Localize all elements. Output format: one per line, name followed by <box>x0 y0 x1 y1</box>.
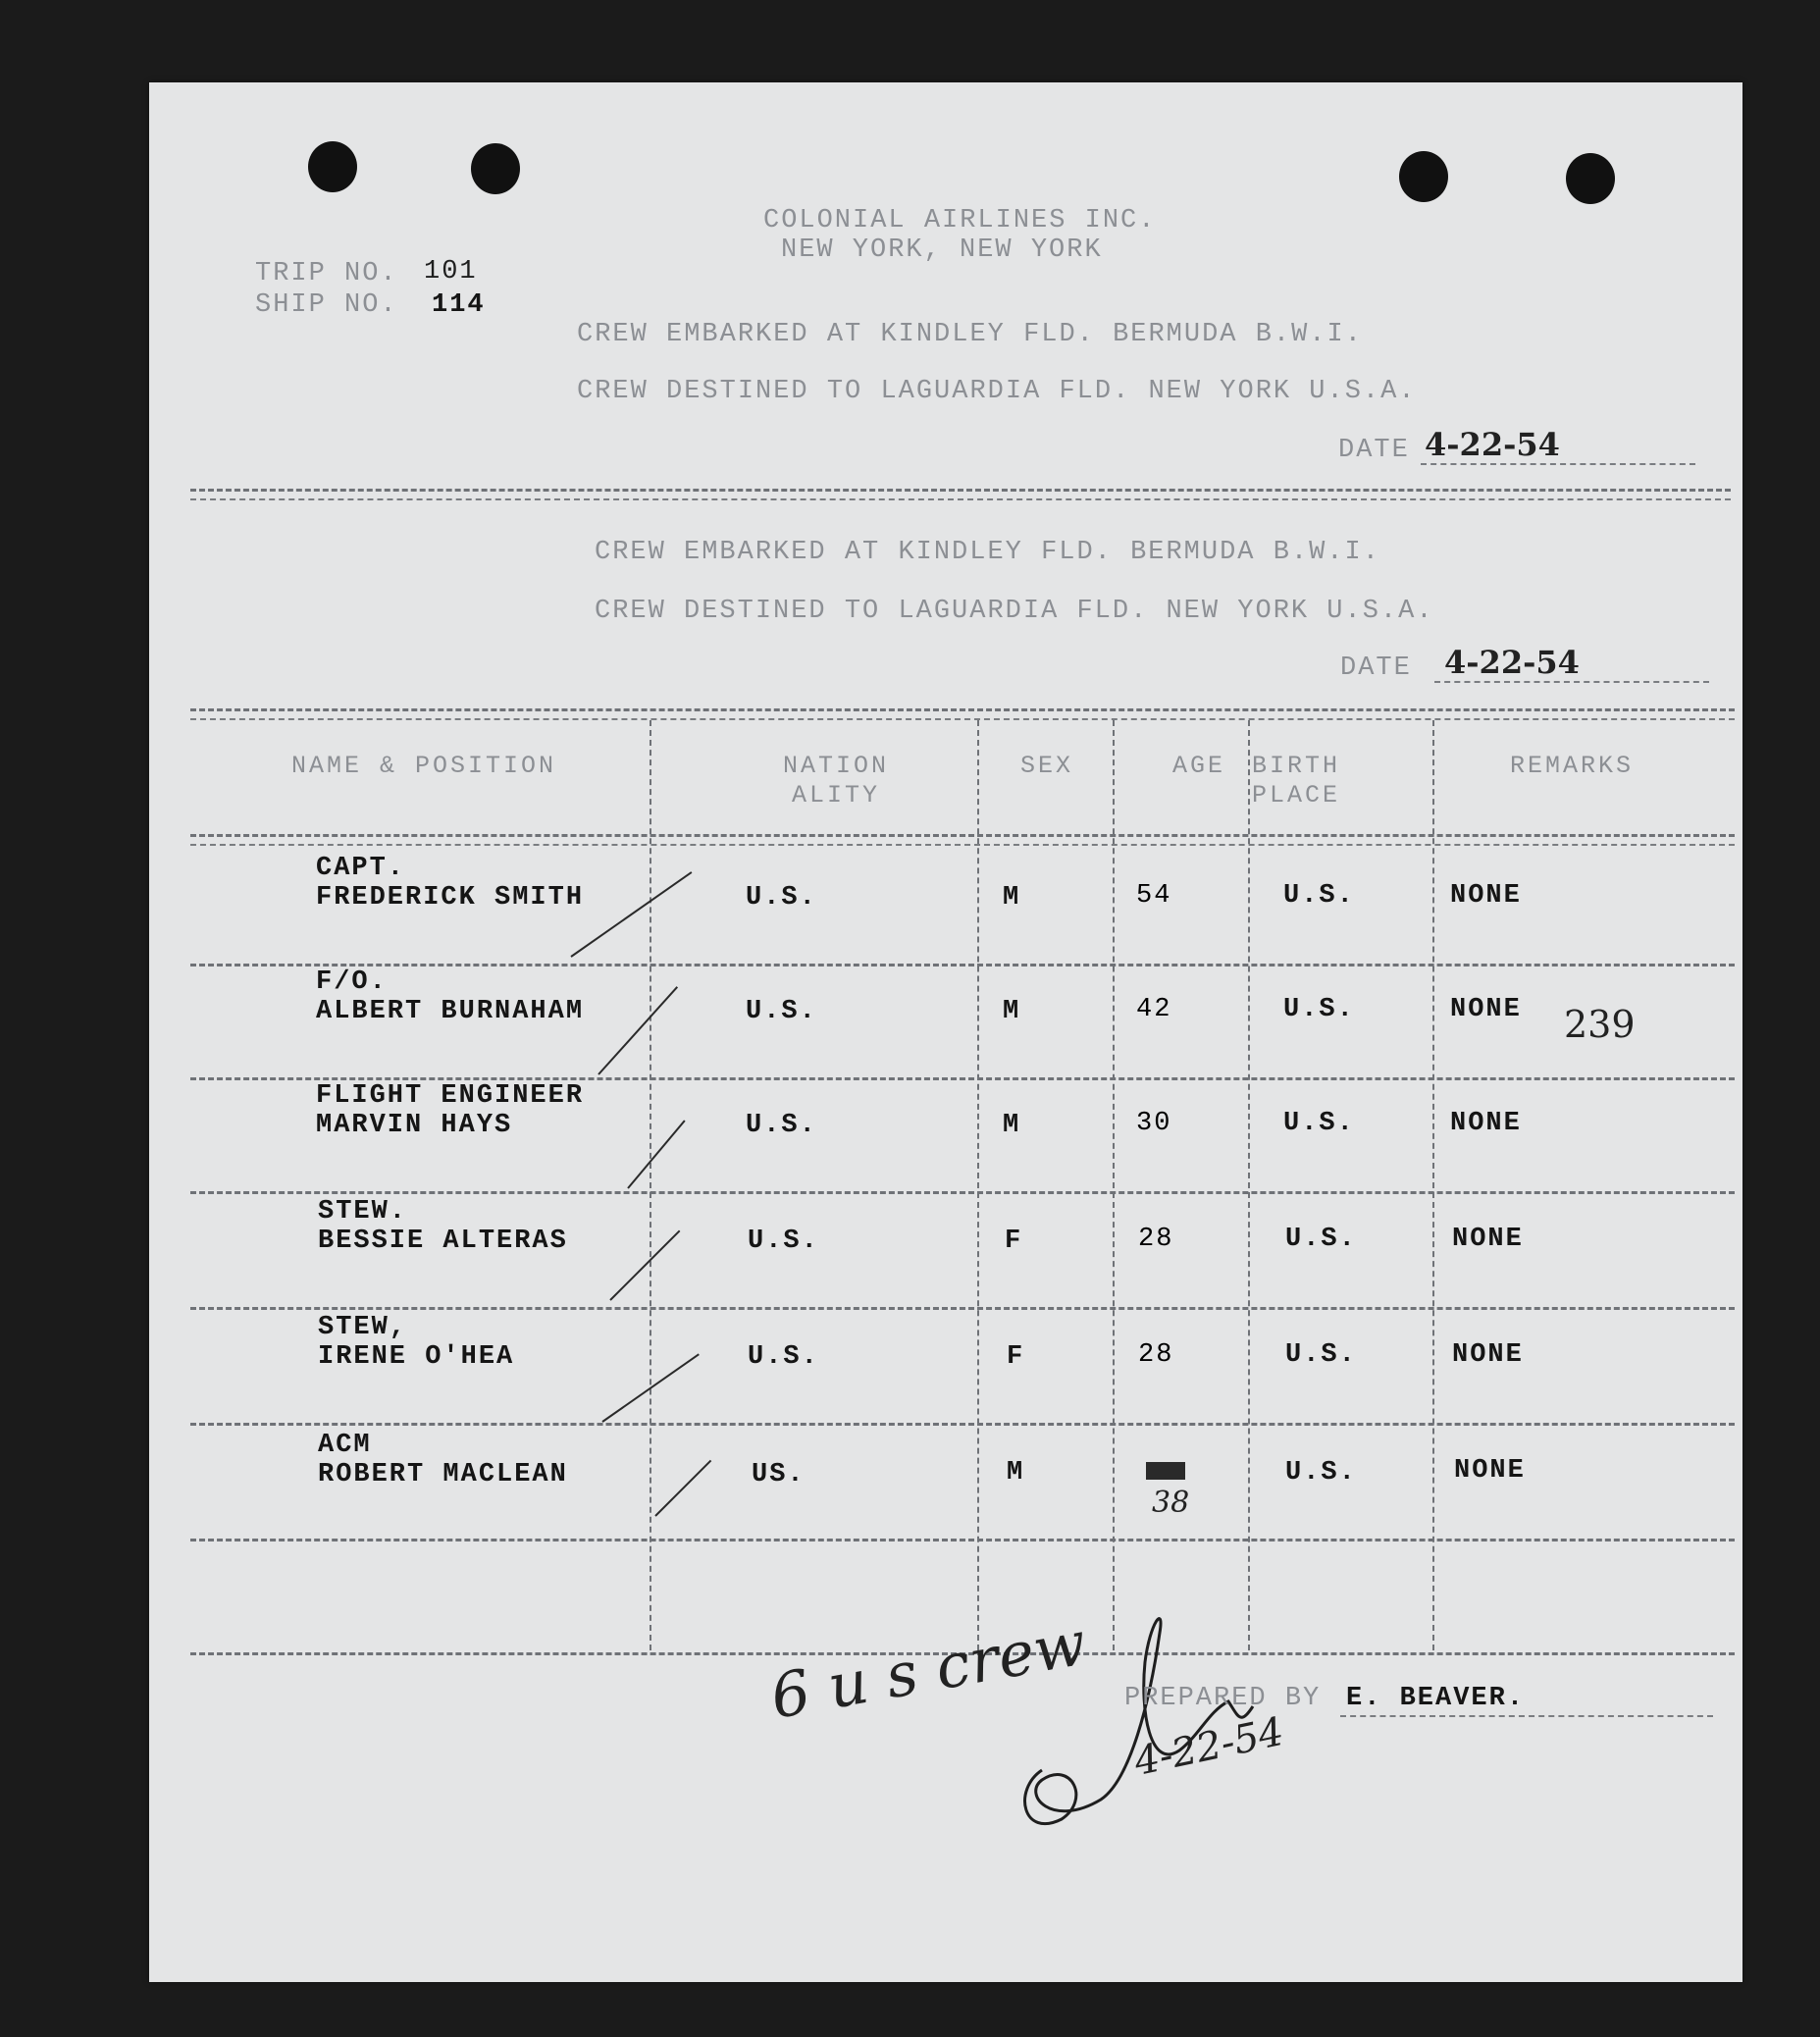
crew-embarked-line: CREW EMBARKED AT KINDLEY FLD. BERMUDA B.W.I. <box>595 538 1380 567</box>
row-age: 42 <box>1136 995 1172 1024</box>
row-birthplace: U.S. <box>1283 1109 1355 1138</box>
header-bottom-rule <box>190 844 1735 846</box>
crew-destined-line: CREW DESTINED TO LAGUARDIA FLD. NEW YORK U.S.A. <box>595 597 1434 626</box>
table-top-rule <box>190 708 1735 711</box>
column-divider <box>650 720 651 1650</box>
handwritten-crew-note: 6 u s crew <box>765 1606 1092 1733</box>
row-nationality: U.S. <box>746 997 817 1026</box>
section-divider <box>190 498 1731 500</box>
row-birthplace: U.S. <box>1285 1340 1357 1370</box>
header-nationality-line-2: ALITY <box>791 781 880 810</box>
punch-hole <box>471 143 520 194</box>
header-birthplace <box>1252 752 1399 810</box>
row-nationality: U.S. <box>748 1342 819 1372</box>
check-mark <box>627 1120 685 1188</box>
row-age: 28 <box>1138 1225 1174 1254</box>
row-name: FREDERICK SMITH <box>316 883 585 913</box>
date-value: 4-22-54 <box>1425 426 1560 463</box>
row-sex: F <box>1005 1227 1023 1256</box>
column-divider <box>1113 720 1115 1650</box>
date-label: DATE <box>1340 653 1412 683</box>
row-birthplace: U.S. <box>1283 995 1355 1024</box>
date-underline <box>1434 681 1709 683</box>
handwritten-number: 239 <box>1564 1003 1636 1046</box>
row-position: STEW. <box>318 1197 408 1227</box>
header-name-position: NAME & POSITION <box>290 752 557 780</box>
header-nationality-line-1: NATION <box>782 752 889 780</box>
trip-label: TRIP NO. <box>255 259 398 288</box>
row-sex: M <box>1007 1458 1025 1488</box>
row-name: BESSIE ALTERAS <box>318 1227 568 1256</box>
row-divider <box>190 1539 1735 1541</box>
crew-destined-line: CREW DESTINED TO LAGUARDIA FLD. NEW YORK U.S.A. <box>577 377 1417 406</box>
row-position: FLIGHT ENGINEER <box>316 1081 585 1111</box>
trip-number: 101 <box>424 257 478 287</box>
row-age: 30 <box>1136 1109 1172 1138</box>
row-remarks: NONE <box>1452 1340 1524 1370</box>
row-divider <box>190 1191 1735 1194</box>
row-name: IRENE O'HEA <box>318 1342 515 1372</box>
row-position: STEW, <box>318 1313 408 1342</box>
row-name: ROBERT MACLEAN <box>318 1460 568 1489</box>
date-underline <box>1421 463 1695 465</box>
table-top-rule <box>190 718 1735 720</box>
column-divider <box>1248 720 1250 1650</box>
row-age: 54 <box>1136 881 1172 911</box>
row-position: ACM <box>318 1431 372 1460</box>
age-strikeout <box>1146 1462 1185 1480</box>
row-remarks: NONE <box>1450 1109 1522 1138</box>
crew-embarked-line: CREW EMBARKED AT KINDLEY FLD. BERMUDA B.W.I. <box>577 320 1363 349</box>
punch-hole <box>308 141 357 192</box>
row-nationality: U.S. <box>748 1227 819 1256</box>
row-nationality: U.S. <box>746 883 817 913</box>
row-position: F/O. <box>316 967 388 997</box>
header-birth-line-1: BIRTH <box>1252 752 1341 780</box>
row-sex: M <box>1003 1111 1021 1140</box>
row-sex: M <box>1003 883 1021 913</box>
row-divider <box>190 964 1735 966</box>
company-name: COLONIAL AIRLINES INC. <box>763 206 1157 235</box>
punch-hole <box>1399 151 1448 202</box>
row-sex: M <box>1003 997 1021 1026</box>
check-mark <box>654 1460 711 1517</box>
check-mark <box>570 871 692 958</box>
header-nationality <box>699 752 973 810</box>
row-name: MARVIN HAYS <box>316 1111 513 1140</box>
row-remarks: NONE <box>1450 881 1522 911</box>
row-divider <box>190 1307 1735 1310</box>
section-divider <box>190 489 1731 492</box>
row-divider <box>190 1077 1735 1080</box>
handwritten-date: 4-22-54 <box>1130 1708 1288 1785</box>
date-label: DATE <box>1338 436 1410 465</box>
date-value: 4-22-54 <box>1444 644 1580 681</box>
row-nationality: US. <box>752 1460 806 1489</box>
column-divider <box>1432 720 1434 1650</box>
column-divider <box>977 720 979 1650</box>
row-name: ALBERT BURNAHAM <box>316 997 585 1026</box>
prepared-by-label: PREPARED BY <box>1124 1684 1322 1713</box>
row-remarks: NONE <box>1450 995 1522 1024</box>
row-birthplace: U.S. <box>1285 1225 1357 1254</box>
row-position: CAPT. <box>316 854 406 883</box>
document-page <box>149 82 1742 1982</box>
row-sex: F <box>1007 1342 1025 1372</box>
header-bottom-rule <box>190 834 1735 837</box>
row-nationality: U.S. <box>746 1111 817 1140</box>
header-remarks: REMARKS <box>1509 752 1635 780</box>
header-sex: SEX <box>1019 752 1073 780</box>
row-remarks: NONE <box>1452 1225 1524 1254</box>
row-birthplace: U.S. <box>1283 881 1355 911</box>
row-age: 38 <box>1152 1486 1190 1520</box>
ship-number: 114 <box>432 290 486 320</box>
header-birth-line-2: PLACE <box>1252 781 1341 810</box>
prepared-by-name: E. BEAVER. <box>1346 1684 1526 1713</box>
row-remarks: NONE <box>1454 1456 1526 1486</box>
row-age: 28 <box>1138 1340 1174 1370</box>
header-age: AGE <box>1171 752 1225 780</box>
punch-hole <box>1566 153 1615 204</box>
prepared-by-underline <box>1340 1715 1713 1717</box>
row-divider <box>190 1423 1735 1426</box>
company-city: NEW YORK, NEW YORK <box>781 235 1103 265</box>
check-mark <box>609 1230 680 1301</box>
row-birthplace: U.S. <box>1285 1458 1357 1488</box>
ship-label: SHIP NO. <box>255 290 398 320</box>
check-mark <box>598 986 678 1075</box>
